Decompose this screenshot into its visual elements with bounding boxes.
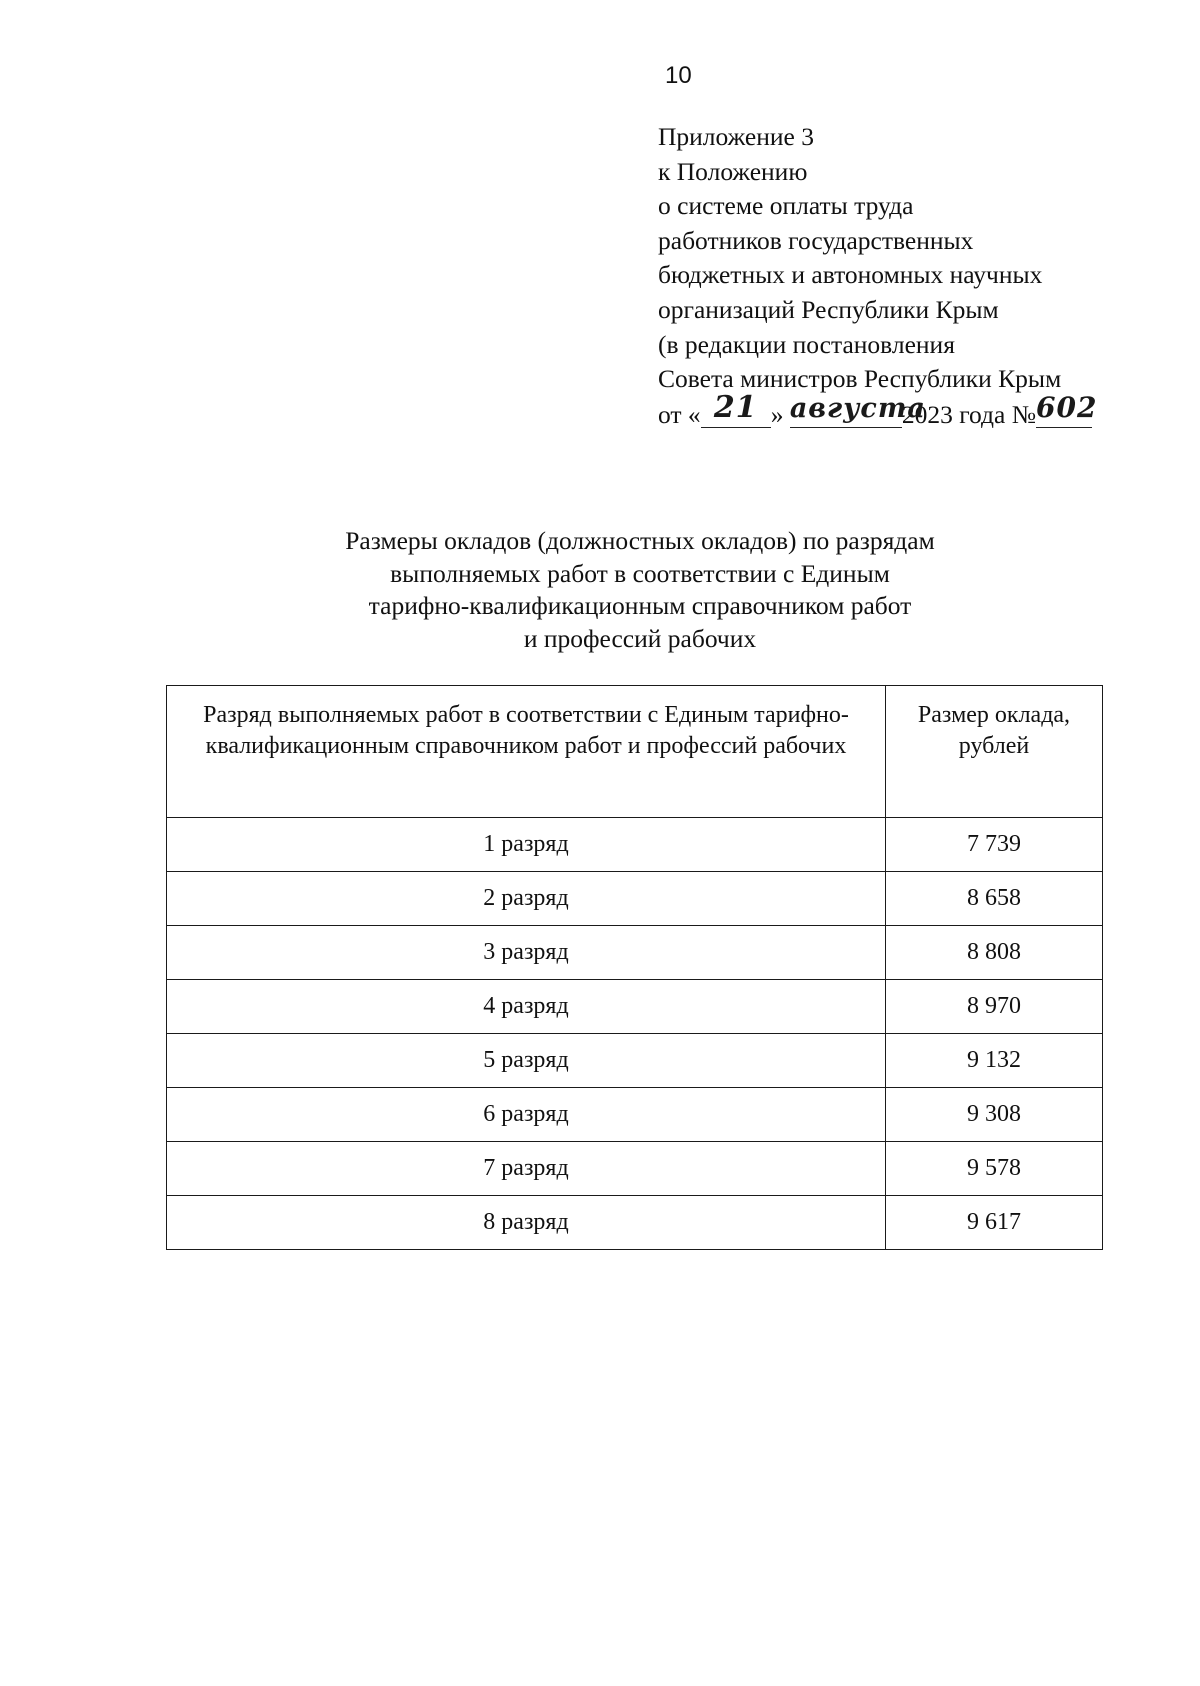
header-salary-line: Размер оклада, (917, 702, 1071, 728)
rank-cell: 3 разряд (167, 926, 886, 980)
table-row (167, 872, 1103, 926)
salary-cell: 8 658 (886, 872, 1103, 926)
rank-cell: 5 разряд (167, 1034, 886, 1088)
table-row (167, 1088, 1103, 1142)
table-header-row (167, 686, 1103, 818)
table-row (167, 1034, 1103, 1088)
title-line: Размеры окладов (должностных окладов) по разрядам (345, 526, 935, 555)
salary-cell: 9 617 (886, 1196, 1103, 1250)
header-rank-line: Разряд выполняемых работ в соответствии с Единым тарифно- (203, 702, 849, 728)
title-line: выполняемых работ в соответствии с Единым (390, 558, 890, 588)
page-number: 10 (665, 62, 692, 89)
table-row (167, 1196, 1103, 1250)
title-line: тарифно-квалификационным справочником работ (368, 591, 912, 620)
appendix-line: к Положению (658, 156, 808, 186)
rank-cell: 6 разряд (167, 1088, 886, 1142)
table-row (167, 1142, 1103, 1196)
table-row (167, 980, 1103, 1034)
header-rank-line: квалификационным справочником работ и профессий рабочих (205, 733, 847, 759)
date-year: 2023 года № (901, 399, 1037, 429)
header-salary-line: рублей (958, 733, 1030, 759)
appendix-line: (в редакции постановления (658, 329, 955, 359)
rank-cell: 7 разряд (167, 1142, 886, 1196)
appendix-line: о системе оплаты труда (658, 191, 914, 221)
salary-cell: 9 578 (886, 1142, 1103, 1196)
appendix-line: бюджетных и автономных научных (658, 260, 1043, 290)
document-title (200, 525, 1080, 655)
appendix-line: Приложение 3 (658, 122, 814, 151)
table-row (167, 926, 1103, 980)
rank-cell: 2 разряд (167, 872, 886, 926)
rank-cell: 1 разряд (167, 818, 886, 872)
appendix-line: работников государственных (658, 225, 974, 255)
salary-cell: 9 132 (886, 1034, 1103, 1088)
header-rank (167, 686, 886, 818)
rank-cell: 8 разряд (167, 1196, 886, 1250)
date-prefix: от « (658, 399, 701, 429)
appendix-date-line (658, 389, 1178, 433)
rank-cell: 4 разряд (167, 980, 886, 1034)
appendix-line: Совета министров Республики Крым (658, 364, 1062, 394)
header-salary (886, 686, 1103, 818)
handwritten-number: 602 (1036, 397, 1092, 428)
appendix-block (658, 120, 1178, 432)
salary-table (166, 685, 1103, 1250)
appendix-line: организаций Республики Крым (658, 294, 999, 324)
date-mid: » (770, 399, 784, 429)
salary-cell: 7 739 (886, 818, 1103, 872)
salary-cell: 9 308 (886, 1088, 1103, 1142)
salary-cell: 8 808 (886, 926, 1103, 980)
table-row (167, 818, 1103, 872)
salary-cell: 8 970 (886, 980, 1103, 1034)
handwritten-month: августа (790, 397, 902, 428)
handwritten-day: 21 (701, 397, 771, 428)
title-line: и профессий рабочих (523, 623, 757, 653)
